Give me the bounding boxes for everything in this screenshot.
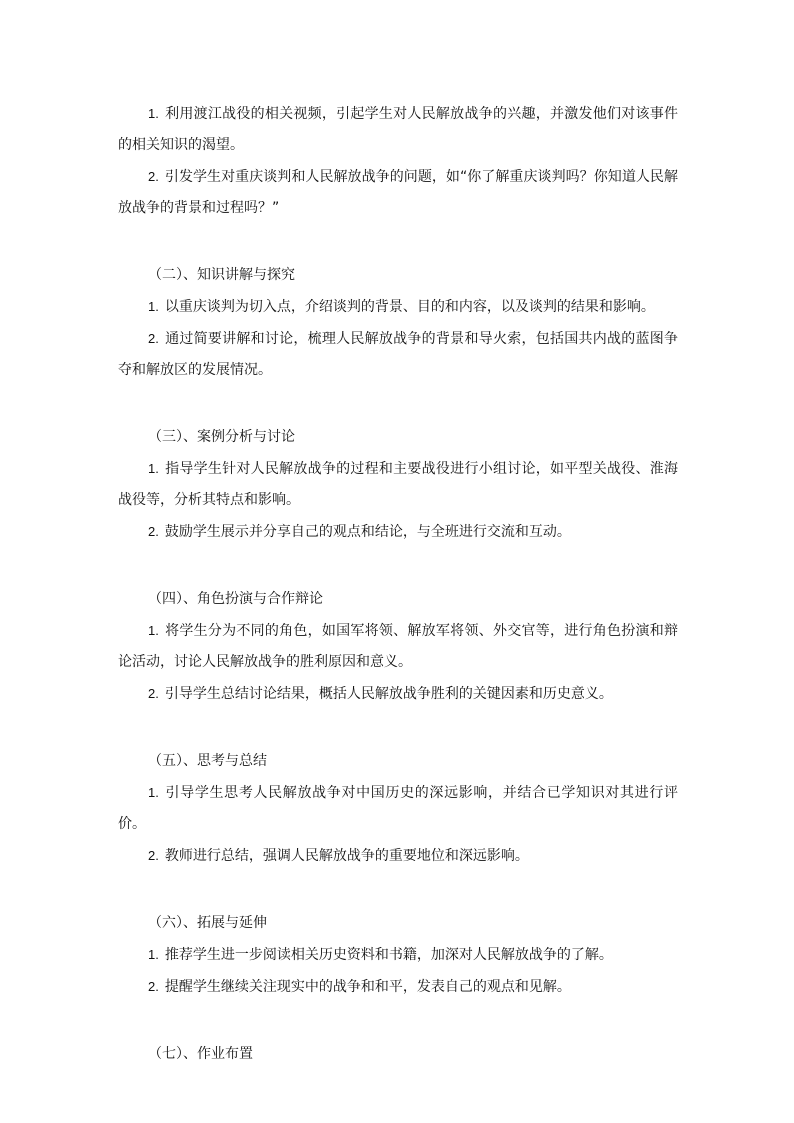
item-number: 2. [148, 331, 159, 346]
item-text: 引导学生总结讨论结果，概括人民解放战争胜利的关键因素和历史意义。 [164, 686, 613, 702]
item-text: 通过简要讲解和讨论，梳理人民解放战争的背景和导火索，包括国共内战的蓝图争夺和解放区的发展情况。 [118, 331, 678, 378]
item-text: 引导学生思考人民解放战争对中国历史的深远影响，并结合已学知识对其进行评价。 [118, 785, 678, 832]
item-text: 指导学生针对人民解放战争的过程和主要战役进行小组讨论，如平型关战役、淮海战役等，分析其特点和影响。 [118, 461, 678, 508]
section-knowledge [118, 260, 678, 386]
section-heading: （三）、案例分析与讨论 [148, 429, 295, 445]
item-text: 引发学生对重庆谈判和人民解放战争的问题，如“你了解重庆谈判吗？你知道人民解放战争的背景和过程吗？” [118, 169, 678, 216]
section-heading: （七）、作业布置 [148, 1046, 253, 1062]
section-reflection [118, 746, 678, 872]
section-heading: （二）、知识讲解与探究 [148, 267, 295, 283]
item-number: 1. [148, 461, 159, 476]
section-intro [118, 98, 678, 224]
item-number: 2. [148, 524, 159, 539]
item-text: 利用渡江战役的相关视频，引起学生对人民解放战争的兴趣，并激发他们对该事件的相关知识的渴望。 [118, 106, 678, 153]
paragraph [118, 161, 678, 224]
item-text: 鼓励学生展示并分享自己的观点和结论，与全班进行交流和互动。 [164, 524, 571, 540]
section-heading: （四）、角色扮演与合作辩论 [148, 591, 323, 607]
section-homework [118, 1039, 678, 1070]
item-text: 教师进行总结，强调人民解放战争的重要地位和深远影响。 [164, 848, 529, 864]
paragraph [118, 291, 678, 323]
item-text: 以重庆谈判为切入点，介绍谈判的背景、目的和内容，以及谈判的结果和影响。 [164, 299, 655, 315]
paragraph [118, 678, 678, 710]
section-case-analysis [118, 422, 678, 548]
document-body [118, 98, 678, 1070]
section-role-play [118, 584, 678, 710]
item-number: 1. [148, 623, 159, 638]
item-number: 1. [148, 106, 159, 121]
item-number: 1. [148, 785, 159, 800]
item-text: 推荐学生进一步阅读相关历史资料和书籍，加深对人民解放战争的了解。 [164, 947, 613, 963]
paragraph [118, 939, 678, 971]
section-heading: （五）、思考与总结 [148, 753, 267, 769]
item-number: 2. [148, 979, 159, 994]
item-number: 2. [148, 848, 159, 863]
paragraph [118, 323, 678, 386]
item-number: 2. [148, 686, 159, 701]
paragraph [118, 516, 678, 548]
paragraph [118, 840, 678, 872]
section-heading: （六）、拓展与延伸 [148, 915, 267, 931]
item-number: 1. [148, 299, 159, 314]
paragraph [118, 971, 678, 1003]
item-text: 将学生分为不同的角色，如国军将领、解放军将领、外交官等，进行角色扮演和辩论活动，讨论人民解放战争的胜利原因和意义。 [118, 623, 678, 670]
item-number: 1. [148, 947, 159, 962]
paragraph [118, 453, 678, 516]
paragraph [118, 98, 678, 161]
item-number: 2. [148, 169, 159, 184]
paragraph [118, 777, 678, 840]
item-text: 提醒学生继续关注现实中的战争和和平，发表自己的观点和见解。 [164, 979, 571, 995]
paragraph [118, 615, 678, 678]
section-extension [118, 908, 678, 1003]
